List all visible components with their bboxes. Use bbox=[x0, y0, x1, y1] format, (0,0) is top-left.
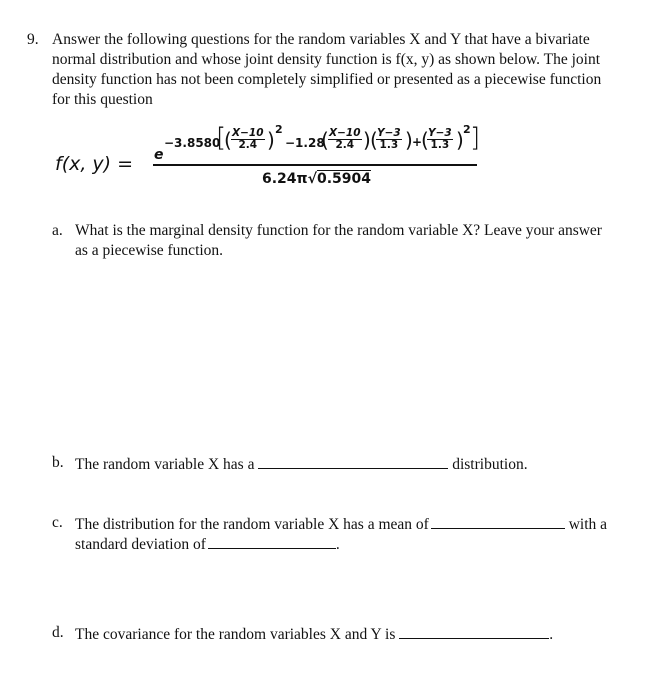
part-d-covariance-blank[interactable] bbox=[399, 624, 549, 639]
part-c-text-sd: standard deviation of bbox=[75, 536, 206, 553]
part-c-text-mean: The distribution for the random variable X has a mean of bbox=[75, 516, 429, 533]
joint-density-formula bbox=[55, 120, 495, 195]
formula-exponent bbox=[164, 123, 484, 157]
part-c-mean-blank[interactable] bbox=[431, 514, 565, 529]
close-bracket: ] bbox=[470, 123, 481, 153]
close-paren-2: ) bbox=[363, 128, 371, 152]
formula-denominator bbox=[262, 171, 371, 187]
fraction-bar bbox=[153, 164, 477, 166]
term2-fraction bbox=[328, 128, 362, 151]
denominator-radicand: 0.5904 bbox=[316, 171, 371, 187]
question-number: 9. bbox=[27, 31, 39, 48]
term1-numerator: X−10 bbox=[232, 127, 264, 139]
term4-numerator: Y−3 bbox=[428, 127, 452, 139]
part-c-text-with-a: with a bbox=[568, 516, 607, 533]
outer-coefficient: −3.8580 bbox=[164, 136, 221, 150]
question-text-line-3: density function has not been completely simplified or presented as a piecewise function bbox=[52, 71, 602, 88]
term4-fraction bbox=[427, 128, 453, 151]
term3-denominator: 1.3 bbox=[379, 139, 399, 151]
part-b-label: b. bbox=[52, 454, 64, 471]
part-c-period: . bbox=[335, 536, 340, 553]
close-paren-1: ) bbox=[267, 128, 275, 152]
term1-fraction bbox=[231, 128, 265, 151]
part-b-text-before: The random variable X has a bbox=[75, 456, 255, 473]
open-paren-3: ( bbox=[370, 128, 378, 152]
part-a-line-2: as a piecewise function. bbox=[75, 242, 224, 259]
formula-lhs-function: f(x, y) bbox=[55, 153, 112, 175]
part-c-line-1 bbox=[75, 514, 607, 534]
close-paren-3: ) bbox=[405, 128, 413, 152]
open-paren-1: ( bbox=[224, 128, 232, 152]
term4-denominator: 1.3 bbox=[430, 139, 450, 151]
part-b-answer-blank[interactable] bbox=[258, 454, 448, 469]
question-text-line-1: Answer the following questions for the random variables X and Y that have a bivariate bbox=[52, 31, 590, 48]
part-c-sd-blank[interactable] bbox=[208, 534, 336, 549]
denominator-prefix: 6.24π bbox=[262, 171, 308, 187]
plus-sign: + bbox=[412, 135, 423, 149]
open-paren-4: ( bbox=[421, 128, 429, 152]
term2-denominator: 2.4 bbox=[335, 139, 355, 151]
formula-lhs bbox=[55, 153, 133, 175]
close-paren-4: ) bbox=[456, 128, 464, 152]
part-c-line-2 bbox=[75, 534, 340, 554]
part-b-text-after: distribution. bbox=[452, 456, 528, 473]
question-text-line-4: for this question bbox=[52, 91, 153, 108]
open-bracket: [ bbox=[216, 123, 227, 153]
part-d-label: d. bbox=[52, 624, 64, 641]
part-a-label: a. bbox=[52, 222, 63, 239]
term1-square: 2 bbox=[275, 123, 283, 136]
part-d-text: The covariance for the random variables X and Y is bbox=[75, 626, 396, 643]
formula-equals: = bbox=[117, 153, 134, 175]
part-d-sentence bbox=[75, 624, 553, 644]
part-a-line-1: What is the marginal density function for the random variable X? Leave your answer bbox=[75, 222, 602, 239]
part-d-period: . bbox=[549, 626, 554, 643]
question-text-line-2: normal distribution and whose joint density function is f(x, y) as shown below. The joint bbox=[52, 51, 601, 68]
part-c-label: c. bbox=[52, 514, 63, 531]
sqrt-symbol: √ bbox=[307, 171, 317, 187]
part-b-sentence bbox=[75, 454, 528, 474]
term4-square: 2 bbox=[463, 123, 471, 136]
term3-numerator: Y−3 bbox=[377, 127, 401, 139]
term1-denominator: 2.4 bbox=[238, 139, 258, 151]
open-paren-2: ( bbox=[321, 128, 329, 152]
middle-coefficient: −1.28 bbox=[285, 136, 325, 150]
formula-base-e: e bbox=[154, 147, 164, 163]
term3-fraction bbox=[376, 128, 402, 151]
term2-numerator: X−10 bbox=[329, 127, 361, 139]
